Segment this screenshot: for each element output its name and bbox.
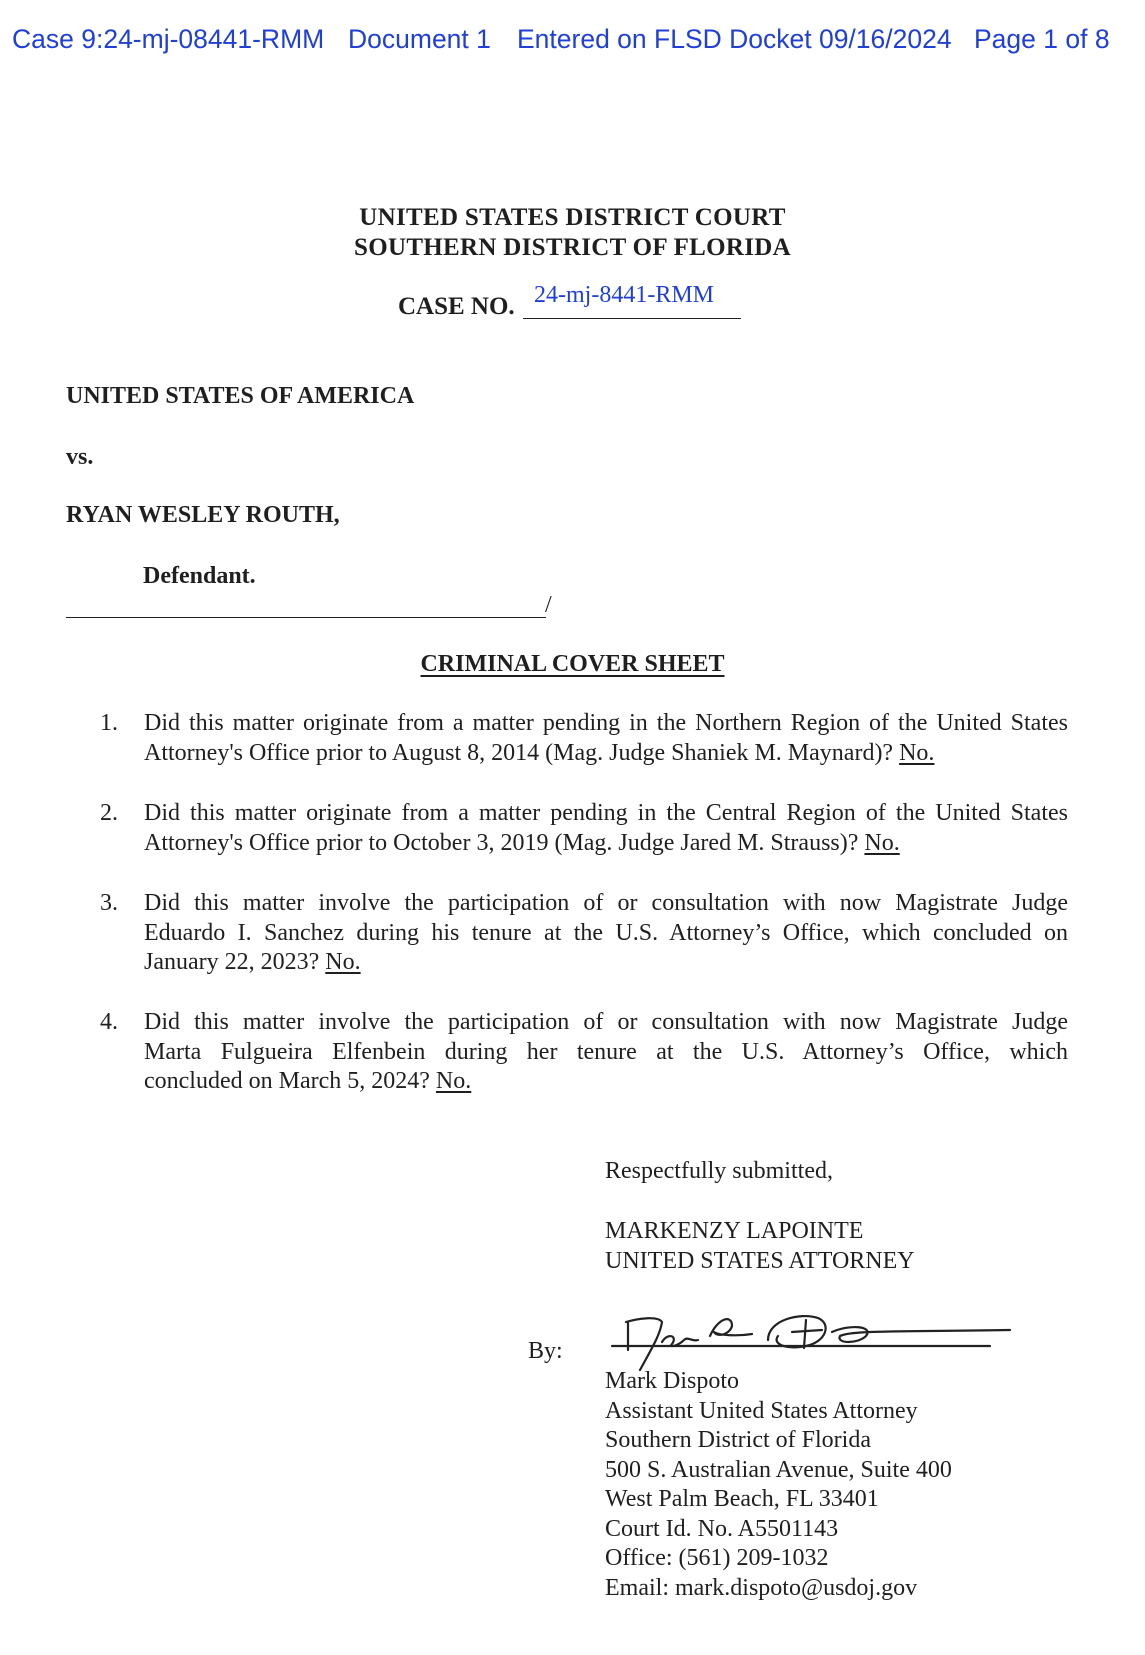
question-1 [100, 709, 1070, 769]
signer-office-phone: Office: (561) 209-1032 [605, 1545, 829, 1571]
header-document-number: Document 1 [348, 24, 491, 54]
header-entered-date: Entered on FLSD Docket 09/16/2024 [517, 24, 952, 54]
defendant-name: RYAN WESLEY ROUTH, [66, 502, 340, 528]
signer-address-line2: West Palm Beach, FL 33401 [605, 1486, 879, 1512]
question-number: 2. [100, 800, 118, 826]
header-page-number: Page 1 of 8 [974, 24, 1110, 54]
question-answer: No. [899, 739, 935, 766]
question-line: Eduardo I. Sanchez during his tenure at the U.S. Attorney’s Office, which concluded on [144, 919, 1068, 946]
question-line: Did this matter originate from a matter pending in the Central Region of the United States [144, 800, 1068, 826]
question-number: 4. [100, 1009, 118, 1035]
question-3 [100, 889, 1070, 979]
closing-text: Respectfully submitted, [605, 1158, 833, 1184]
question-line: January 22, 2023? [144, 949, 320, 975]
signer-title: Assistant United States Attorney [605, 1397, 918, 1424]
docket-header [12, 24, 1133, 60]
signer-court-id: Court Id. No. A5501143 [605, 1515, 839, 1542]
versus-label: vs. [66, 444, 94, 470]
us-attorney-title: UNITED STATES ATTORNEY [605, 1247, 915, 1274]
defendant-role: Defendant. [143, 563, 256, 589]
case-number-value: 24-mj-8441-RMM [534, 282, 714, 308]
court-name-line2: SOUTHERN DISTRICT OF FLORIDA [354, 234, 791, 261]
question-line: Did this matter involve the participation of or consultation with now Magistrate Judge [144, 890, 1068, 916]
question-text [144, 1008, 1068, 1097]
caption-underline [66, 617, 546, 618]
us-attorney-name: MARKENZY LAPOINTE [605, 1218, 864, 1244]
signer-district: Southern District of Florida [605, 1427, 871, 1453]
question-line: Attorney's Office prior to August 8, 2014 (Mag. Judge Shaniek M. Maynard)? [144, 739, 894, 766]
question-answer: No. [864, 829, 900, 856]
question-text [144, 709, 1068, 768]
signer-name: Mark Dispoto [605, 1368, 739, 1394]
question-number: 1. [100, 710, 118, 736]
question-line: Attorney's Office prior to October 3, 2019 (Mag. Judge Jared M. Strauss)? [144, 829, 859, 856]
question-answer: No. [435, 1068, 472, 1094]
document-title [0, 651, 1145, 678]
question-line: concluded on March 5, 2024? [144, 1068, 430, 1094]
question-line: Did this matter involve the participation of or consultation with now Magistrate Judge [144, 1009, 1068, 1035]
plaintiff-name: UNITED STATES OF AMERICA [66, 383, 415, 409]
case-number-underline [523, 318, 741, 319]
question-line: Did this matter originate from a matter pending in the Northern Region of the United States [144, 710, 1068, 736]
question-4 [100, 1008, 1070, 1098]
question-text [144, 799, 1068, 858]
us-attorney-block [605, 1217, 915, 1276]
header-case-number: Case 9:24-mj-08441-RMM [12, 24, 325, 54]
question-line: Marta Fulgueira Elfenbein during her tenure at the U.S. Attorney’s Office, which [144, 1038, 1068, 1065]
court-name-line1: UNITED STATES DISTRICT COURT [359, 204, 786, 231]
question-number: 3. [100, 890, 118, 916]
question-answer: No. [325, 949, 361, 975]
question-2 [100, 799, 1070, 859]
document-title-text: CRIMINAL COVER SHEET [420, 651, 725, 677]
question-text [144, 889, 1068, 978]
signer-address-line1: 500 S. Australian Avenue, Suite 400 [605, 1456, 952, 1483]
signer-block [605, 1367, 952, 1603]
caption-slash: / [545, 592, 552, 618]
case-number-label: CASE NO. [398, 293, 515, 320]
signer-email: Email: mark.dispoto@usdoj.gov [605, 1574, 918, 1601]
by-label: By: [528, 1338, 563, 1364]
